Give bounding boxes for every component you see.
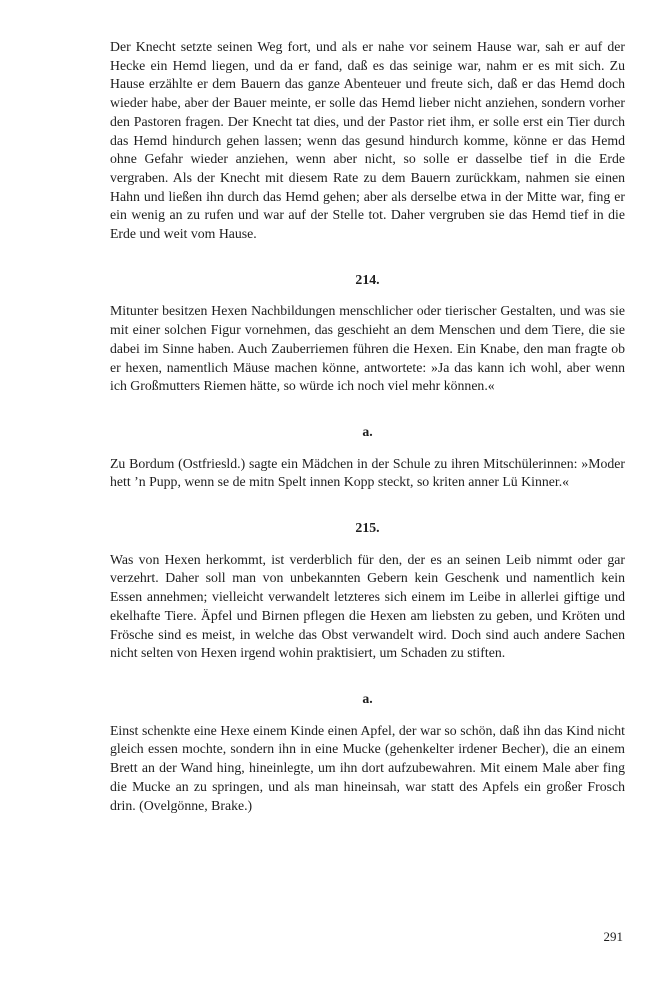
section-heading-214: 214.: [355, 271, 380, 287]
subsection-heading-a-2: a.: [362, 690, 373, 706]
paragraph-continuation: Der Knecht setzte seinen Weg fort, und als er nahe vor seinem Hause war, sah er auf der Hecke ein Hemd liegen, und da er fand, daß es das seinige war, nahm er es mit sich. Zu Hause erzählte er dem Bauern das ganze Abenteuer und freute sich, daß er das Hemd doch wieder habe, aber der Bauer meinte, er solle das Hemd lieber nicht anziehen, sondern vorher den Pastoren fragen. Der Knecht tat dies, und der Pastor riet ihm, er solle erst ein Tier durch das Hemd hindurch gehen lassen; wenn das gesund hindurch komme, könne er das Hemd ohne Gefahr wieder anziehen, wenn aber nicht, so solle er dasselbe tief in die Erde vergraben. Als der Knecht mit diesem Rate zu dem Bauern zurückkam, nahmen sie einen Hahn und ließen ihn durch das Hemd gehen; aber als derselbe etwa in der Mitte war, fing er ein wenig an zu rufen und war auf der Stelle tot. Daher vergruben sie das Hemd tief in die Erde und weit vom Hause.: [110, 39, 625, 242]
paragraph-section-214a: Zu Bordum (Ostfriesld.) sagte ein Mädchen in der Schule zu ihren Mitschülerinnen: »Moder hett ’n Pupp, wenn se de mitn Spelt innen Kopp steckt, so kriten anner Lü Kinner.«: [110, 455, 625, 490]
paragraph-section-215: Was von Hexen herkommt, ist verderblich für den, der es an seinen Leib nimmt oder gar verzehrt. Daher soll man von unbekannten Gebern kein Geschenk und namentlich kein Essen annehmen; vielleicht verwandelt letzteres sich einem im Leibe in allerlei giftige und ekelhafte Tiere. Äpfel und Birnen pflegen die Hexen am liebsten zu geben, und Kröten und Frösche sind es meist, in welche das Obst verwandelt wird. Doch sind auch andere Sachen nicht selten von Hexen irgend wohin praktisiert, um Schaden zu stiften.: [110, 551, 625, 661]
subsection-heading-a-1: a.: [362, 423, 373, 439]
section-heading-215: 215.: [355, 520, 380, 536]
paragraph-section-215a: Einst schenkte eine Hexe einem Kinde einen Apfel, der war so schön, daß ihn das Kind nicht gleich essen mochte, sondern ihn in eine Mucke (gehenkelter irdener Becher), die an einem Brett an der Wand hing, hineinlegte, um ihn dort aufzubewahren. Mit einem Male aber fing die Mucke an zu springen, und als man hineinsah, war statt des Apfels ein großer Frosch drin. (Ovelgönne, Brake.): [110, 722, 625, 813]
paragraph-section-214: Mitunter besitzen Hexen Nachbildungen menschlicher oder tierischer Gestalten, und was sie mit einer solchen Figur vornehmen, das geschieht an dem Menschen und dem Tiere, die sie dabei im Sinne haben. Auch Zauberriemen führen die Hexen. Ein Knabe, den man fragte ob er hexen, namentlich Mäuse machen könne, antwortete: »Ja das kann ich wohl, aber wenn ich Großmutters Riemen hätte, so würde ich noch viel mehr können.«: [110, 303, 625, 394]
page-number: 291: [603, 929, 623, 944]
